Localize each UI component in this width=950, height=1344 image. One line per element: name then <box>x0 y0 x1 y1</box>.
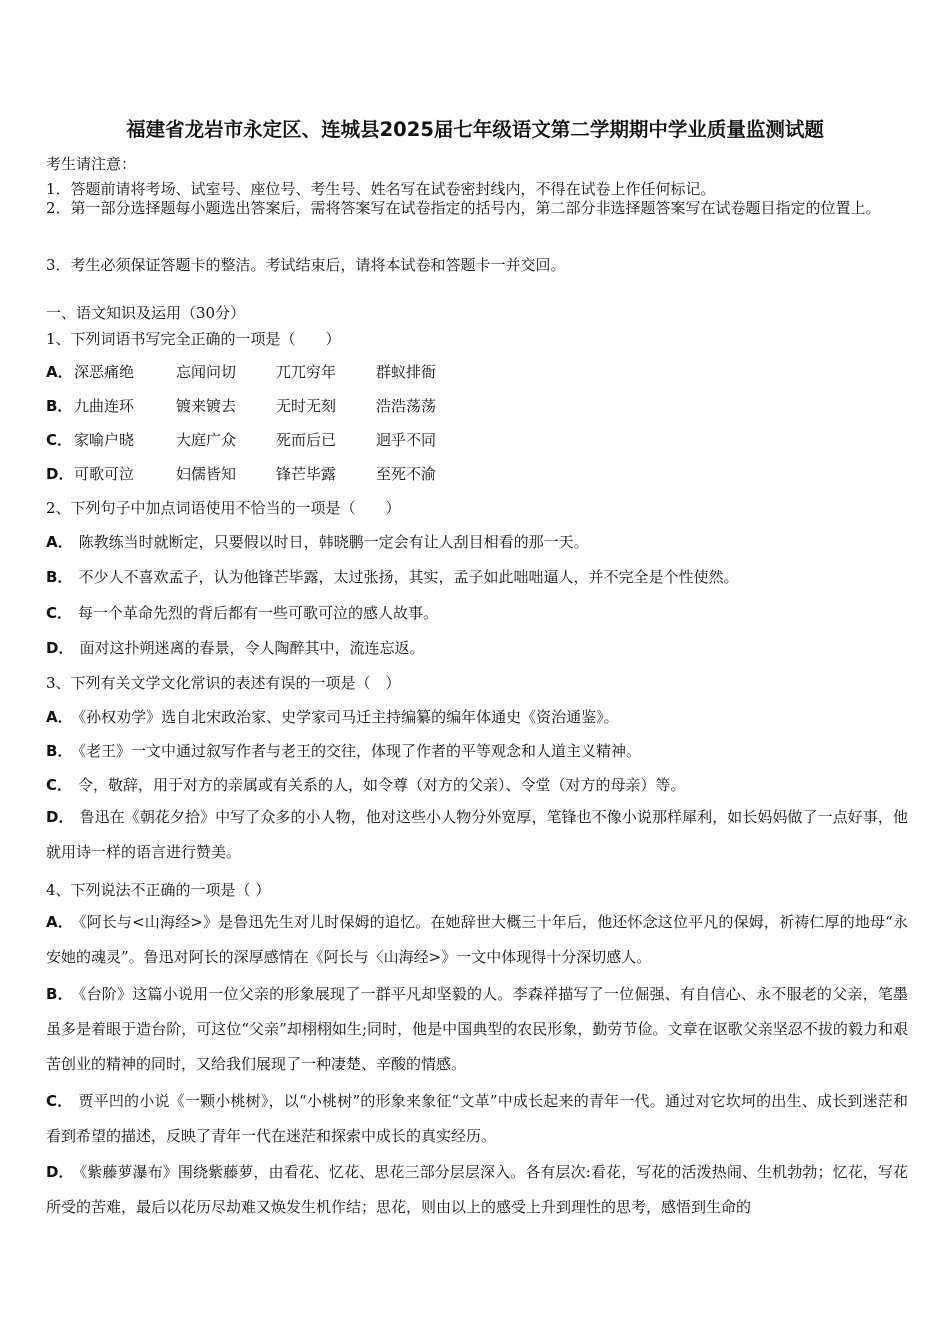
notice-item-2: 2．第一部分选择题每小题选出答案后，需将答案写在试卷指定的括号内，第二部分非选择题答案写在试卷题目指定的位置上。 <box>46 199 881 217</box>
option-word: 忘闻问切 <box>176 363 237 381</box>
option-text: 鲁迅在《朝花夕拾》中写了众多的小人物，他对这些小人物分外宽厚，笔锋也不像小说那样犀利，如长妈妈做了一点好事，他就用诗一样的语言进行赞美。 <box>46 808 908 861</box>
option-word: 死而后已 <box>276 431 337 449</box>
section-heading: 一、语文知识及运用（30分） <box>46 304 246 322</box>
option-word: 九曲连环 <box>74 397 135 415</box>
option-word: 群蚁排衙 <box>376 363 437 381</box>
option-label: A． <box>46 913 73 931</box>
option-word: 妇儒皆知 <box>176 465 237 483</box>
q4-stem: 4、下列说法不正确的一项是（ ） <box>46 881 271 899</box>
option-text: 《台阶》这篇小说用一位父亲的形象展现了一群平凡却坚毅的人。李森祥描写了一位倔强、有自信心、永不服老的父亲，笔墨虽多是着眼于造台阶，可这位“父亲”却栩栩如生;同时，他是中国典型的农民形象，勤劳节俭。文章在讴歌父亲坚忍不拔的毅力和艰苦创业的精神的同时，又给我们展现了一种凄楚、辛酸的情感。 <box>46 985 908 1073</box>
option-text: 每一个革命先烈的背后都有一些可歌可泣的感人故事。 <box>78 604 439 622</box>
option-label: B． <box>46 397 73 415</box>
q2-option-d <box>46 637 424 658</box>
option-word: 兀兀穷年 <box>276 363 337 381</box>
option-label: B． <box>46 568 73 586</box>
option-label: C． <box>46 604 73 622</box>
option-label: D． <box>46 808 74 826</box>
option-label: A． <box>46 533 73 551</box>
notice-heading: 考生请注意： <box>46 155 137 173</box>
q3-stem: 3、下列有关文学文化常识的表述有误的一项是（ ） <box>46 674 401 692</box>
option-text: 陈教练当时就断定，只要假以时日，韩晓鹏一定会有让人刮目相看的那一天。 <box>78 533 589 551</box>
option-label: C． <box>46 776 73 794</box>
option-text: 《孙权劝学》选自北宋政治家、史学家司马迁主持编纂的编年体通史《资治通鉴》。 <box>78 708 619 726</box>
option-word: 深恶痛绝 <box>74 363 135 381</box>
option-word: 家喻户晓 <box>74 431 135 449</box>
option-text: 《阿长与<山海经>》是鲁迅先生对儿时保姆的追忆。在她辞世大概三十年后，他还怀念这位平凡的保姆，祈祷仁厚的地母“永安她的魂灵”。鲁迅对阿长的深厚感情在《阿长与〈山海经>》一文中体现得十分深切感人。 <box>46 913 909 966</box>
option-label: D． <box>46 639 74 657</box>
option-word: 大庭广众 <box>176 431 237 449</box>
option-text: 《紫藤萝瀑布》围绕紫藤萝，由看花、忆花、思花三部分层层深入。各有层次:看花，写花的活泼热闹、生机勃勃；忆花，写花所受的苦难，最后以花历尽劫难又焕发生机作结；思花，则由以上的感受上升到理性的思考，感悟到生命的 <box>46 1163 909 1216</box>
page-title: 福建省龙岩市永定区、连城县2025届七年级语文第二学期期中学业质量监测试题 <box>126 118 824 141</box>
option-label: C． <box>46 431 73 449</box>
q4-option-a <box>46 905 908 975</box>
q3-option-d <box>46 800 908 870</box>
option-word: 锋芒毕露 <box>276 465 337 483</box>
q2-option-c <box>46 602 438 623</box>
q3-option-c <box>46 774 686 795</box>
option-text: 《老王》一文中通过叙写作者与老王的交往，体现了作者的平等观念和人道主义精神。 <box>78 742 641 760</box>
option-word: 迥乎不同 <box>376 431 437 449</box>
option-word: 至死不渝 <box>376 465 437 483</box>
q3-option-a <box>46 706 619 727</box>
option-text: 不少人不喜欢孟子，认为他锋芒毕露，太过张扬，其实，孟子如此咄咄逼人，并不完全是个性使然。 <box>78 568 739 586</box>
option-word: 浩浩荡荡 <box>376 397 437 415</box>
option-label: B． <box>46 985 73 1003</box>
option-text: 令，敬辞，用于对方的亲属或有关系的人，如令尊（对方的父亲）、令堂（对方的母亲）等。 <box>78 776 686 794</box>
q1-stem: 1、下列词语书写完全正确的一项是（ ） <box>46 330 341 348</box>
q3-option-b <box>46 740 641 761</box>
option-word: 无时无刻 <box>276 397 337 415</box>
option-label: A． <box>46 363 73 381</box>
option-text: 贾平凹的小说《一颗小桃树》，以“小桃树”的形象来象征“文革”中成长起来的青年一代。通过对它坎坷的出生、成长到迷茫和看到希望的描述，反映了青年一代在迷茫和探索中成长的真实经历。 <box>46 1092 908 1145</box>
notice-item-3: 3．考生必须保证答题卡的整洁。考试结束后，请将本试卷和答题卡一并交回。 <box>46 256 566 274</box>
q2-option-b <box>46 566 738 587</box>
option-label: D． <box>46 1163 74 1181</box>
option-word: 可歌可泣 <box>74 465 135 483</box>
q2-stem: 2、下列句子中加点词语使用不恰当的一项是（ ） <box>46 499 401 517</box>
option-label: A． <box>46 708 73 726</box>
option-label: C． <box>46 1092 73 1110</box>
option-word: 镀来镀去 <box>176 397 237 415</box>
option-text: 面对这扑朔迷离的春景，令人陶醉其中，流连忘返。 <box>79 639 425 657</box>
q4-option-d <box>46 1155 908 1225</box>
option-label: B． <box>46 742 73 760</box>
notice-item-1: 1．答题前请将考场、试室号、座位号、考生号、姓名写在试卷密封线内，不得在试卷上作任何标记。 <box>46 180 716 198</box>
option-label: D． <box>46 465 74 483</box>
q4-option-b <box>46 977 908 1082</box>
q4-option-c <box>46 1084 908 1154</box>
q2-option-a <box>46 531 589 552</box>
